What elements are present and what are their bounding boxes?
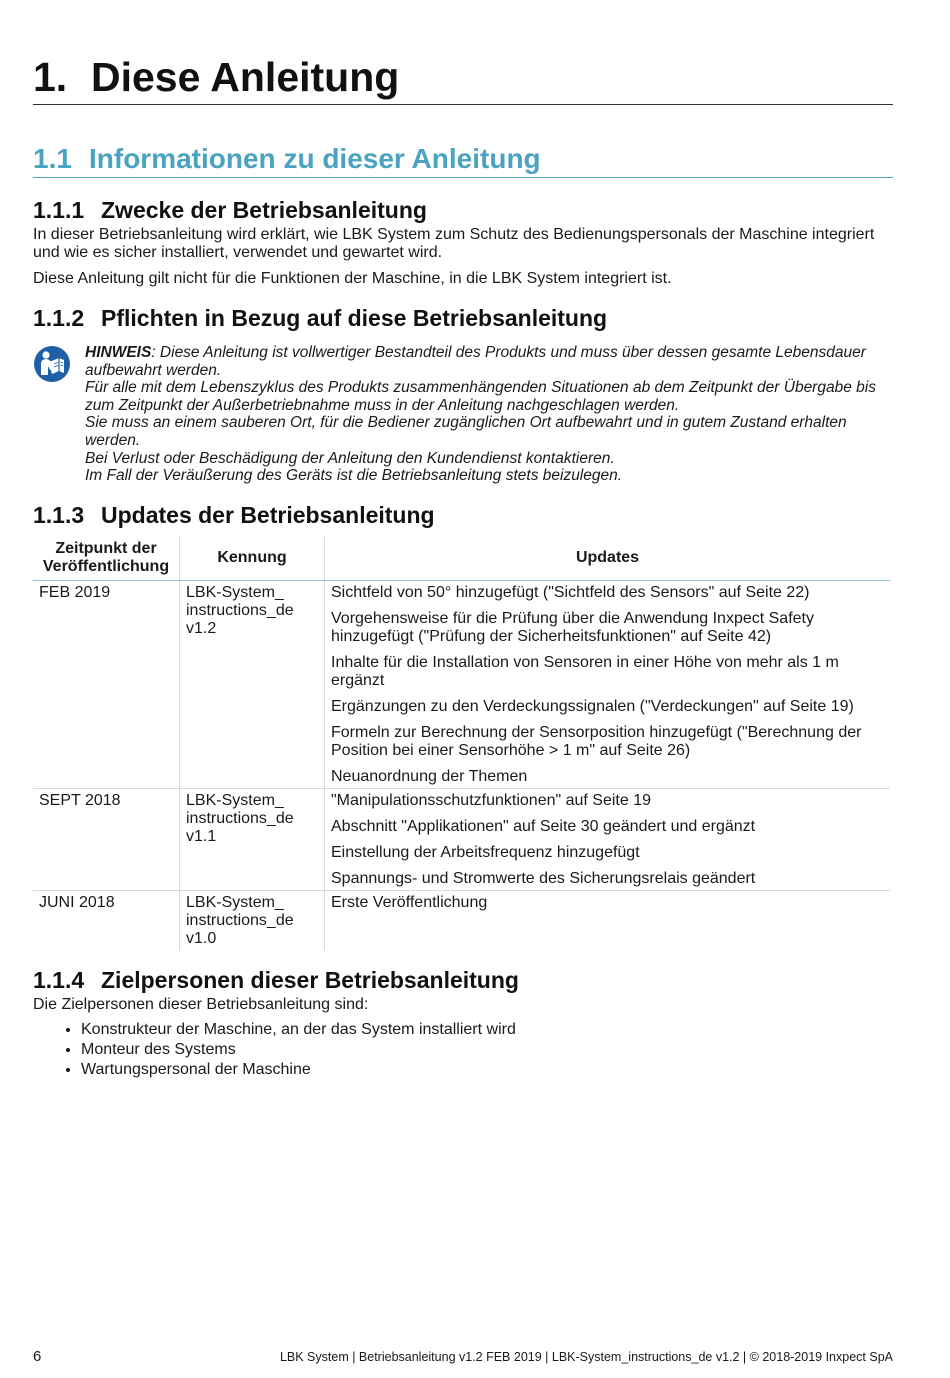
update-item: Einstellung der Arbeitsfrequenz hinzugefügt [331,843,640,861]
update-item: Abschnitt "Applikationen" auf Seite 30 geändert und ergänzt [331,817,756,835]
chapter-number: 1. [33,54,68,100]
page-footer [33,1349,893,1365]
footer-text: LBK System | Betriebsanleitung v1.2 FEB 2019 | LBK-System_instructions_de v1.2 | © 2018-2019 Inxpect SpA [279,1350,893,1364]
subsection-number: 1.1.4 [33,966,85,993]
updates-table [33,537,890,950]
chapter-title: Diese Anleitung [91,54,400,100]
subsection-heading-audience [33,966,893,994]
purpose-paragraph-2: Diese Anleitung gilt nicht für die Funktionen der Maschine, in die LBK System integriert ist. [33,270,672,287]
subsection-title: Zwecke der Betriebsanleitung [101,197,427,223]
purpose-paragraph-1: In dieser Betriebsanleitung wird erklärt, wie LBK System zum Schutz des Bedienungspersonals der Maschine integriert und wie es sicher installiert, verwendet und gewartet wird. [33,226,875,261]
table-row [33,580,890,788]
section-heading [33,141,893,178]
list-item: • Monteur des Systems [81,1040,893,1060]
subsection-number: 1.1.1 [33,197,85,223]
row-date: FEB 2019 [33,580,180,788]
subsection-title: Updates der Betriebsanleitung [101,501,435,528]
note-line-1: : Diese Anleitung ist vollwertiger Bestandteil des Produkts und muss über dessen gesamte Lebensdauer aufbewahrt werden. [85,344,866,379]
update-item: "Manipulationsschutzfunktionen" auf Seite 19 [331,791,652,809]
note-block [33,344,893,485]
subsection-heading-purpose [33,196,893,224]
row-updates [325,580,891,788]
row-id: LBK-System_ instructions_de v1.2 [180,580,325,788]
page-number: 6 [33,1348,42,1365]
update-item: Vorgehensweise für die Prüfung über die Anwendung Inxpect Safety hinzugefügt ("Prüfung der Sicherheitsfunktionen" auf Seite 42) [331,609,814,645]
update-item: Inhalte für die Installation von Sensoren in einer Höhe von mehr als 1 m ergänzt [331,653,839,689]
row-updates [325,890,891,950]
row-date: JUNI 2018 [33,890,180,950]
header-updates: Updates [325,537,891,581]
note-line-2: Für alle mit dem Lebenszyklus des Produkts zusammenhängenden Situationen ab dem Zeitpunkt der Übergabe bis zum Zeitpunkt der Außerbetriebnahme muss in der Anleitung nachgeschlagen werden. [85,379,876,414]
chapter-heading [33,0,893,105]
table-row [33,890,890,950]
document-page [33,0,893,1080]
subsection-number: 1.1.3 [33,501,85,528]
table-row [33,788,890,890]
subsection-title: Zielpersonen dieser Betriebsanleitung [101,966,519,993]
note-text [85,344,893,485]
row-id: LBK-System_ instructions_de v1.0 [180,890,325,950]
header-id: Kennung [180,537,325,581]
note-label: HINWEIS [85,344,152,361]
subsection-heading-duties [33,304,893,332]
update-item: Formeln zur Berechnung der Sensorposition hinzugefügt ("Berechnung der Position bei einer Sensorhöhe > 1 m" auf Seite 26) [331,723,862,759]
list-item: • Konstrukteur der Maschine, an der das System installiert wird [81,1020,893,1040]
header-date: Zeitpunkt der Veröffentlichung [33,537,180,581]
list-item: • Wartungspersonal der Maschine [81,1060,893,1080]
row-date: SEPT 2018 [33,788,180,890]
section-number: 1.1 [33,143,72,174]
note-line-4: Bei Verlust oder Beschädigung der Anleitung den Kundendienst kontaktieren. [85,449,615,467]
update-item: Spannungs- und Stromwerte des Sicherungsrelais geändert [331,869,756,887]
row-id: LBK-System_ instructions_de v1.1 [180,788,325,890]
audience-list [33,1020,893,1080]
note-line-3: Sie muss an einem sauberen Ort, für die Bediener zugänglichen Ort aufbewahrt und in gutem Zustand erhalten werden. [85,414,847,449]
row-updates [325,788,891,890]
section-title: Informationen zu dieser Anleitung [89,143,541,174]
subsection-number: 1.1.2 [33,305,85,331]
update-item: Neuanordnung der Themen [331,767,528,785]
manual-read-icon [33,344,85,485]
note-line-5: Im Fall der Veräußerung des Geräts ist die Betriebsanleitung stets beizulegen. [85,467,623,485]
update-item: Erste Veröffentlichung [331,893,488,911]
subsection-heading-updates [33,501,893,529]
update-item: Ergänzungen zu den Verdeckungssignalen ("Verdeckungen" auf Seite 19) [331,697,854,715]
table-header-row [33,537,890,581]
subsection-title: Pflichten in Bezug auf diese Betriebsanleitung [101,305,608,331]
update-item: Sichtfeld von 50° hinzugefügt ("Sichtfeld des Sensors" auf Seite 22) [331,583,810,601]
audience-intro: Die Zielpersonen dieser Betriebsanleitung sind: [33,995,369,1013]
